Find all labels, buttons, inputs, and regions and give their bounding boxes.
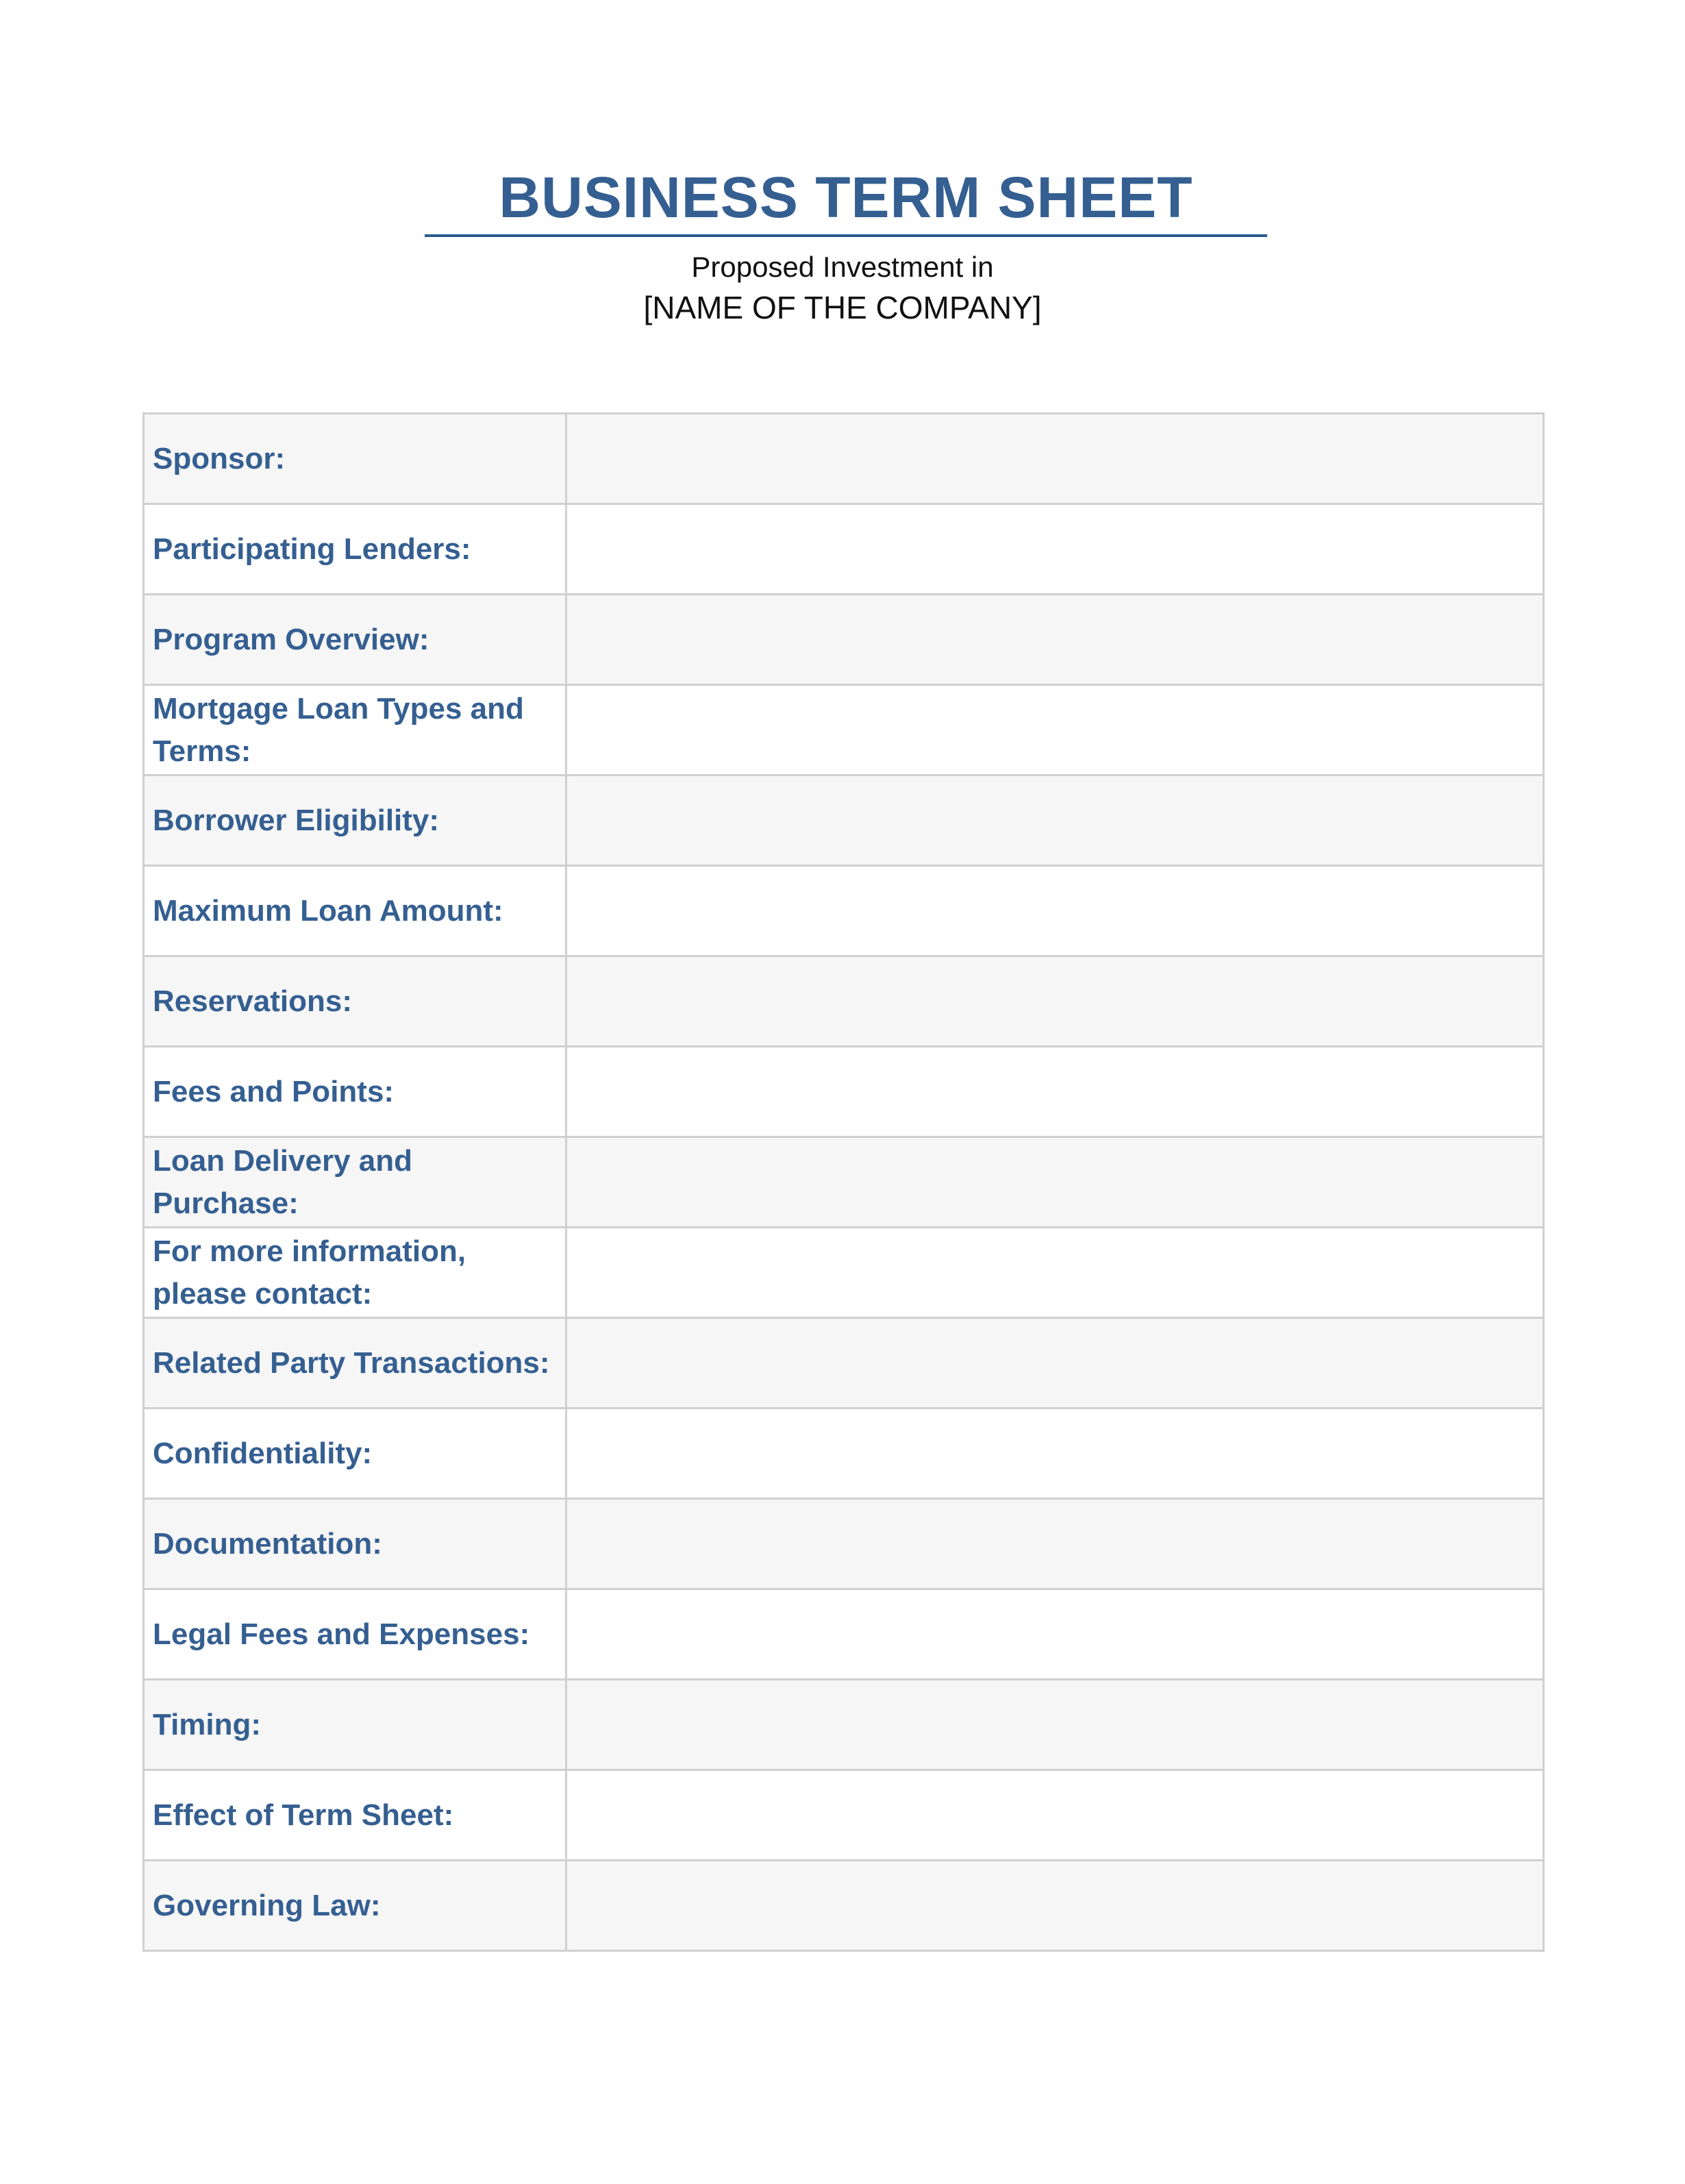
row-value-confidentiality[interactable] <box>566 1409 1544 1499</box>
row-value-mortgage-loan-types[interactable] <box>566 685 1544 775</box>
table-row <box>144 775 1544 866</box>
table-row <box>144 1047 1544 1137</box>
row-value-sponsor[interactable] <box>566 414 1544 504</box>
table-row <box>144 1318 1544 1409</box>
row-label-sponsor: Sponsor: <box>144 414 566 504</box>
document-title: BUSINESS TERM SHEET <box>499 165 1193 229</box>
row-label-maximum-loan-amount: Maximum Loan Amount: <box>144 866 566 956</box>
row-label-participating-lenders: Participating Lenders: <box>144 504 566 595</box>
row-label-effect-of-term-sheet: Effect of Term Sheet: <box>144 1770 566 1861</box>
row-value-effect-of-term-sheet[interactable] <box>566 1770 1544 1861</box>
table-row <box>144 504 1544 595</box>
row-label-documentation: Documentation: <box>144 1499 566 1589</box>
document-subtitle: Proposed Investment in <box>691 251 994 283</box>
table-row <box>144 956 1544 1047</box>
row-value-reservations[interactable] <box>566 956 1544 1047</box>
title-block <box>425 163 1267 237</box>
row-value-contact[interactable] <box>566 1228 1544 1318</box>
row-label-governing-law: Governing Law: <box>144 1861 566 1951</box>
row-label-confidentiality: Confidentiality: <box>144 1409 566 1499</box>
row-label-loan-delivery: Loan Delivery and Purchase: <box>144 1137 566 1228</box>
table-row <box>144 1589 1544 1680</box>
table-row <box>144 1228 1544 1318</box>
row-label-timing: Timing: <box>144 1680 566 1770</box>
table-row <box>144 595 1544 685</box>
row-value-documentation[interactable] <box>566 1499 1544 1589</box>
row-label-related-party: Related Party Transactions: <box>144 1318 566 1409</box>
row-value-program-overview[interactable] <box>566 595 1544 685</box>
row-label-mortgage-loan-types: Mortgage Loan Types and Terms: <box>144 685 566 775</box>
row-value-related-party[interactable] <box>566 1318 1544 1409</box>
table-row <box>144 866 1544 956</box>
table-row <box>144 1861 1544 1951</box>
row-value-timing[interactable] <box>566 1680 1544 1770</box>
table-row <box>144 1137 1544 1228</box>
row-label-legal-fees: Legal Fees and Expenses: <box>144 1589 566 1680</box>
row-label-borrower-eligibility: Borrower Eligibility: <box>144 775 566 866</box>
row-value-borrower-eligibility[interactable] <box>566 775 1544 866</box>
table-row <box>144 1770 1544 1861</box>
row-label-program-overview: Program Overview: <box>144 595 566 685</box>
row-value-maximum-loan-amount[interactable] <box>566 866 1544 956</box>
row-value-governing-law[interactable] <box>566 1861 1544 1951</box>
company-name-placeholder: [NAME OF THE COMPANY] <box>643 290 1042 325</box>
table-row <box>144 685 1544 775</box>
term-sheet-table <box>142 412 1545 1952</box>
row-label-reservations: Reservations: <box>144 956 566 1047</box>
row-value-loan-delivery[interactable] <box>566 1137 1544 1228</box>
row-value-participating-lenders[interactable] <box>566 504 1544 595</box>
table-row <box>144 1499 1544 1589</box>
row-label-fees-and-points: Fees and Points: <box>144 1047 566 1137</box>
row-label-contact: For more information, please contact: <box>144 1228 566 1318</box>
table-row <box>144 1409 1544 1499</box>
row-value-legal-fees[interactable] <box>566 1589 1544 1680</box>
table-row <box>144 1680 1544 1770</box>
row-value-fees-and-points[interactable] <box>566 1047 1544 1137</box>
table-row <box>144 414 1544 504</box>
